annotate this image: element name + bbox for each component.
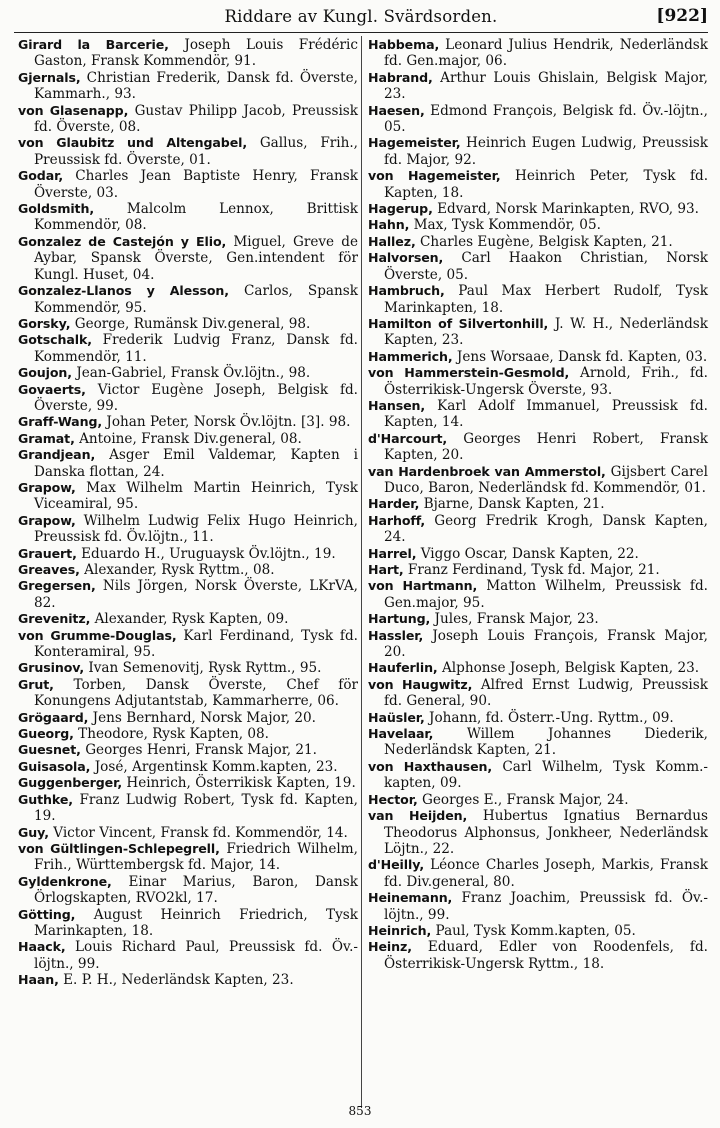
register-entry	[18, 447, 358, 480]
register-entry	[368, 464, 708, 497]
entry-name: Hallez,	[368, 233, 416, 249]
entry-details: Alfred Ernst Ludwig, Preussisk fd. General, 90.	[384, 676, 708, 710]
register-entry	[368, 660, 708, 676]
register-entry	[368, 234, 708, 250]
entry-details: Léonce Charles Joseph, Markis, Fransk fd. Div.general, 80.	[384, 857, 709, 890]
entry-details: Heinrich Eugen Ludwig, Preussisk fd. Major, 92.	[384, 135, 709, 168]
register-entry	[18, 365, 358, 381]
entry-details: Charles Eugène, Belgisk Kapten, 21.	[419, 233, 673, 250]
entry-details: Heinrich, Österrikisk Kapten, 19.	[126, 775, 356, 792]
register-entry	[18, 135, 358, 168]
entry-name: Grauert,	[18, 545, 77, 561]
entry-details: Charles Jean Baptiste Henry, Fransk Överste, 03.	[34, 168, 358, 201]
entry-name: Gregersen,	[18, 578, 96, 594]
entry-details: Carl Wilhelm, Tysk Komm.-kapten, 09.	[384, 758, 708, 792]
entry-details: Willem Johannes Diederik, Nederländsk Kapten, 21.	[384, 726, 708, 759]
register-entry	[18, 37, 358, 70]
register-entry	[368, 808, 708, 857]
entry-details: Franz Ludwig Robert, Tysk fd. Kapten, 19.	[34, 791, 359, 825]
entry-name: Hammerich,	[368, 348, 453, 364]
register-entry	[18, 562, 358, 578]
entry-name: Grandjean,	[18, 447, 96, 463]
entry-details: Viggo Oscar, Dansk Kapten, 22.	[420, 545, 639, 562]
column-divider	[361, 36, 362, 1108]
register-entry	[18, 972, 358, 988]
entry-details: Johann, fd. Österr.-Ung. Ryttm., 09.	[429, 709, 674, 726]
entry-details: Antoine, Fransk Div.general, 08.	[79, 430, 302, 447]
entry-name: Gorsky,	[18, 315, 71, 331]
entry-details: Arthur Louis Ghislain, Belgisk Major, 23.	[384, 69, 708, 103]
entry-name: von Glasenapp,	[18, 102, 129, 118]
entry-name: von Hartmann,	[368, 578, 478, 594]
entry-name: Grut,	[18, 676, 54, 692]
entry-name: d'Heilly,	[368, 857, 425, 873]
entry-details: Louis Richard Paul, Preussisk fd. Öv.-löjtn., 99.	[34, 939, 358, 972]
entry-details: Gallus, Frih., Preussisk fd. Överste, 01.	[34, 135, 358, 168]
register-entry	[368, 628, 708, 661]
entry-details: Frederik Ludvig Franz, Dansk fd. Kommendör, 11.	[34, 332, 358, 365]
entry-name: Govaerts,	[18, 381, 86, 397]
entry-details: Jules, Fransk Major, 23.	[434, 611, 599, 628]
entry-details: Franz Joachim, Preussisk fd. Öv.-löjtn., 99.	[384, 890, 708, 923]
register-entry	[18, 578, 358, 611]
entry-name: Haan,	[18, 972, 59, 988]
entry-details: Georges Henri Robert, Fransk Kapten, 20.	[384, 430, 708, 464]
entry-name: Hagemeister,	[368, 135, 461, 151]
entry-details: Einar Marius, Baron, Dansk Örlogskapten, RVO2kl, 17.	[34, 873, 358, 907]
register-entry	[368, 70, 708, 103]
entry-details: Carl Haakon Christian, Norsk Överste, 05.	[384, 250, 708, 283]
entry-name: von Glaubitz und Altengabel,	[18, 135, 248, 151]
entry-name: von Haugwitz,	[368, 676, 473, 692]
register-entry	[368, 923, 708, 939]
entry-details: Matton Wilhelm, Preussisk fd. Gen.major, 95.	[384, 578, 708, 611]
register-entry	[18, 825, 358, 841]
entry-name: Hambruch,	[368, 283, 445, 299]
entry-name: Haüsler,	[368, 709, 425, 725]
register-entry	[368, 939, 708, 972]
entry-details: Georg Fredrik Krogh, Dansk Kapten, 24.	[384, 512, 708, 546]
entry-name: Gotschalk,	[18, 332, 92, 348]
entry-details: Edmond François, Belgisk fd. Öv.-löjtn., 05.	[384, 102, 708, 136]
entry-details: August Heinrich Friedrich, Tysk Marinkapten, 18.	[34, 906, 358, 939]
entry-name: von Hammerstein-Gesmold,	[368, 365, 570, 381]
entry-name: Gjernals,	[18, 69, 81, 85]
entry-details: Paul Max Herbert Rudolf, Tysk Marinkapten, 18.	[384, 283, 708, 316]
register-entry	[18, 431, 358, 447]
entry-details: Eduardo H., Uruguaysk Öv.löjtn., 19.	[81, 545, 336, 562]
entry-details: Jens Bernhard, Norsk Major, 20.	[92, 709, 316, 726]
page-title: Riddare av Kungl. Svärdsorden.	[224, 7, 498, 26]
register-entry	[368, 135, 708, 168]
entry-name: Girard la Barcerie,	[18, 37, 169, 52]
entry-name: Greaves,	[18, 562, 80, 577]
entry-details: J. W. H., Nederländsk Kapten, 23.	[384, 315, 708, 349]
entry-name: Hamilton of Silvertonhill,	[368, 315, 549, 331]
entry-details: Eduard, Edler von Roodenfels, fd. Österrikisk-Ungersk Ryttm., 18.	[384, 939, 708, 972]
entry-name: von Hagemeister,	[368, 168, 501, 184]
entry-details: Jens Worsaae, Dansk fd. Kapten, 03.	[456, 348, 708, 365]
register-entry	[368, 283, 708, 316]
entry-details: Friedrich Wilhelm, Frih., Württembergsk fd. Major, 14.	[34, 840, 358, 874]
register-entry	[18, 907, 358, 940]
register-entry	[368, 513, 708, 546]
entry-name: Heinrich,	[368, 922, 432, 938]
entry-name: Goldsmith,	[18, 201, 95, 217]
entry-name: Hartung,	[368, 611, 431, 627]
entry-details: Alexander, Rysk Kapten, 09.	[94, 611, 289, 628]
entry-name: d'Harcourt,	[368, 430, 448, 446]
entry-details: Christian Frederik, Dansk fd. Överste, Kammarh., 93.	[34, 69, 358, 103]
entry-name: Guesnet,	[18, 742, 81, 758]
register-entry	[18, 742, 358, 758]
entry-details: Gustav Philipp Jacob, Preussisk fd. Överste, 08.	[34, 102, 359, 136]
register-entry	[368, 726, 708, 759]
entry-details: Paul, Tysk Komm.kapten, 05.	[435, 922, 636, 939]
entry-details: Max Wilhelm Martin Heinrich, Tysk Viceamiral, 95.	[34, 479, 358, 513]
register-entry	[18, 710, 358, 726]
entry-details: Arnold, Frih., fd. Österrikisk-Ungersk Överste, 93.	[384, 365, 709, 398]
entry-name: Gonzalez-Llanos y Alesson,	[18, 283, 229, 299]
register-entry	[368, 710, 708, 726]
entry-name: Hagerup,	[368, 201, 433, 217]
entry-details: Victor Eugène Joseph, Belgisk fd. Överste, 99.	[34, 381, 358, 414]
register-entry	[18, 792, 358, 825]
entry-details: Torben, Dansk Överste, Chef för Konungens Adjutantstab, Kammarherre, 06.	[34, 676, 358, 710]
entry-details: Theodore, Rysk Kapten, 08.	[78, 726, 269, 743]
entry-name: Gonzalez de Castejón y Elio,	[18, 233, 227, 249]
entry-name: Hassler,	[368, 627, 424, 643]
register-entry	[18, 283, 358, 316]
entry-name: Havelaar,	[368, 726, 434, 742]
register-entry	[368, 890, 708, 923]
register-entry	[368, 611, 708, 627]
register-entry	[368, 792, 708, 808]
entry-name: Hauferlin,	[368, 660, 438, 676]
entry-name: Harder,	[368, 496, 420, 512]
entry-name: Guggenberger,	[18, 775, 123, 791]
register-entry	[18, 513, 358, 546]
entry-name: Harrel,	[368, 545, 417, 561]
register-entry	[18, 726, 358, 742]
register-entry	[368, 37, 708, 70]
entry-details: Alexander, Rysk Ryttm., 08.	[84, 562, 275, 578]
entry-name: Götting,	[18, 906, 76, 922]
register-entry	[18, 611, 358, 627]
entry-details: Joseph Louis François, Fransk Major, 20.	[384, 627, 708, 661]
register-entry	[18, 234, 358, 283]
entry-name: Gramat,	[18, 430, 75, 446]
register-entry	[18, 759, 358, 775]
entry-name: Hahn,	[368, 217, 410, 233]
entry-name: Harhoff,	[368, 512, 426, 528]
entry-name: Goujon,	[18, 365, 72, 381]
entry-details: Bjarne, Dansk Kapten, 21.	[423, 496, 605, 513]
register-entry	[368, 431, 708, 464]
running-header	[14, 6, 708, 33]
entry-name: Grevenitz,	[18, 611, 91, 627]
entry-name: Grapow,	[18, 479, 76, 495]
entry-name: Guisasola,	[18, 758, 91, 774]
register-entry	[368, 365, 708, 398]
entry-details: Carlos, Spansk Kommendör, 95.	[34, 283, 358, 316]
entry-details: Georges E., Fransk Major, 24.	[422, 791, 629, 808]
entry-name: Gyldenkrone,	[18, 873, 112, 889]
register-entry	[18, 168, 358, 201]
entry-name: Grapow,	[18, 512, 76, 528]
entry-details: José, Argentinsk Komm.kapten, 23.	[94, 758, 338, 775]
register-entry	[368, 578, 708, 611]
register-entry	[18, 103, 358, 136]
register-entry	[18, 775, 358, 791]
entry-name: Grusinov,	[18, 660, 85, 676]
entry-details: Hubertus Ignatius Bernardus Theodorus Alphonsus, Jonkheer, Nederländsk Löjtn., 22.	[384, 808, 708, 857]
register-entry	[368, 250, 708, 283]
entry-name: Habbema,	[368, 37, 440, 52]
page-folio: 853	[348, 1104, 372, 1118]
register-entry	[368, 496, 708, 512]
entry-details: E. P. H., Nederländsk Kapten, 23.	[63, 972, 294, 989]
register-entry	[18, 332, 358, 365]
entry-details: Wilhelm Ludwig Felix Hugo Heinrich, Preussisk fd. Öv.löjtn., 11.	[34, 512, 358, 546]
register-entry	[18, 628, 358, 661]
entry-name: Heinz,	[368, 939, 412, 955]
entry-details: Victor Vincent, Fransk fd. Kommendör, 14.	[53, 824, 348, 841]
entry-details: Johan Peter, Norsk Öv.löjtn. [3]. 98.	[106, 414, 351, 431]
register-entry	[18, 939, 358, 972]
entry-name: Hart,	[368, 562, 404, 577]
register-entry	[368, 546, 708, 562]
register-entry	[368, 201, 708, 217]
entry-details: Alphonse Joseph, Belgisk Kapten, 23.	[441, 660, 700, 677]
entry-details: George, Rumänsk Div.general, 98.	[74, 315, 311, 332]
register-entry	[368, 168, 708, 201]
entry-details: Asger Emil Valdemar, Kapten i Danska flottan, 24.	[34, 447, 358, 480]
entry-details: Karl Ferdinand, Tysk fd. Konteramiral, 95.	[34, 627, 358, 661]
entry-name: Guthke,	[18, 791, 73, 807]
entry-details: Ivan Semenovitj, Rysk Ryttm., 95.	[88, 660, 322, 677]
entry-details: Max, Tysk Kommendör, 05.	[413, 217, 601, 234]
left-column	[18, 37, 358, 989]
register-entry	[18, 382, 358, 415]
entry-name: Guy,	[18, 824, 49, 840]
page-number: [922]	[656, 6, 708, 26]
register-entry	[18, 660, 358, 676]
entry-name: van Hardenbroek van Ammerstol,	[368, 463, 606, 479]
entry-details: Malcolm Lennox, Brittisk Kommendör, 08.	[34, 201, 358, 234]
register-entry	[368, 217, 708, 233]
register-entry	[368, 316, 708, 349]
register-entry	[18, 201, 358, 234]
right-column	[368, 37, 708, 972]
entry-name: Haesen,	[368, 102, 425, 118]
entry-name: Graff-Wang,	[18, 414, 103, 430]
register-entry	[18, 874, 358, 907]
entry-details: Miguel, Greve de Aybar, Spansk Överste, Gen.intendent för Kungl. Huset, 04.	[34, 233, 358, 283]
entry-details: Joseph Louis Frédéric Gaston, Fransk Kommendör, 91.	[34, 37, 358, 70]
entry-name: Gueorg,	[18, 726, 74, 742]
entry-name: von Haxthausen,	[368, 758, 493, 774]
entry-name: Hector,	[368, 791, 418, 807]
register-entry	[18, 841, 358, 874]
register-entry	[368, 677, 708, 710]
entry-details: Gijsbert Carel Duco, Baron, Nederländsk fd. Kommendör, 01.	[384, 463, 708, 496]
entry-name: van Heijden,	[368, 808, 468, 824]
register-entry	[18, 70, 358, 103]
register-entry	[18, 480, 358, 513]
entry-details: Karl Adolf Immanuel, Preussisk fd. Kapten, 14.	[384, 397, 708, 431]
register-entry	[368, 103, 708, 136]
entry-name: Grögaard,	[18, 709, 89, 725]
register-entry	[368, 349, 708, 365]
entry-details: Nils Jörgen, Norsk Överste, LKrVA, 82.	[34, 578, 358, 611]
entry-name: von Gültlingen-Schlepegrell,	[18, 840, 220, 856]
entry-name: von Grumme-Douglas,	[18, 627, 177, 643]
register-entry	[368, 398, 708, 431]
entry-details: Heinrich Peter, Tysk fd. Kapten, 18.	[384, 168, 709, 201]
entry-details: Georges Henri, Fransk Major, 21.	[85, 742, 317, 759]
register-entry	[18, 677, 358, 710]
register-entry	[368, 759, 708, 792]
entry-name: Habrand,	[368, 69, 433, 85]
register-entry	[368, 857, 708, 890]
entry-name: Hansen,	[368, 397, 426, 413]
entry-details: Leonard Julius Hendrik, Nederländsk fd. Gen.major, 06.	[384, 37, 708, 70]
entry-details: Jean-Gabriel, Fransk Öv.löjtn., 98.	[76, 365, 311, 382]
entry-name: Halvorsen,	[368, 250, 444, 266]
register-entry	[368, 562, 708, 578]
entry-name: Haack,	[18, 939, 66, 955]
register-entry	[18, 546, 358, 562]
entry-details: Edvard, Norsk Marinkapten, RVO, 93.	[437, 201, 699, 218]
entry-name: Godar,	[18, 168, 64, 184]
entry-details: Franz Ferdinand, Tysk fd. Major, 21.	[407, 562, 660, 578]
entry-name: Heinemann,	[368, 890, 453, 906]
register-entry	[18, 414, 358, 430]
register-entry	[18, 316, 358, 332]
